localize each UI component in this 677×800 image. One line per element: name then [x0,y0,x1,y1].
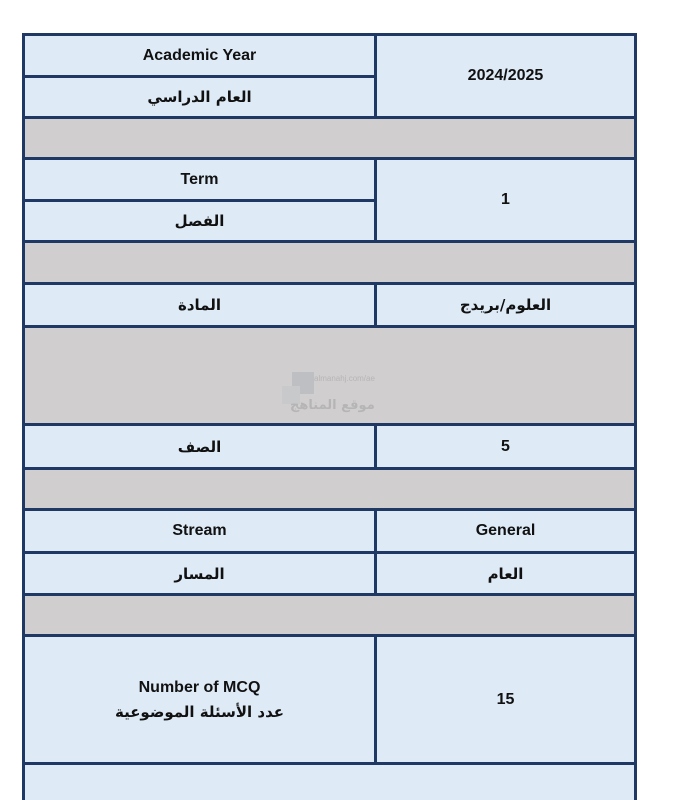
mcq-label-en: Number of MCQ [138,678,261,696]
watermark-url: almanahj.com/ae [314,374,375,383]
academic-year-label-en-text: Academic Year [142,46,257,64]
mcq-label [25,637,374,762]
separator-row-5 [25,596,634,634]
term-label-en [25,160,374,199]
separator-row-4 [25,470,634,508]
term-label-ar-text: الفصل [174,212,225,230]
bottom-empty-row [25,765,634,800]
academic-year-label-en [25,36,374,75]
subject-value [377,285,634,325]
stream-label-en [25,511,374,551]
stream-label-en-text: Stream [172,522,227,539]
mcq-value-text: 15 [496,690,515,708]
grade-label-text: الصف [177,437,222,456]
grade-value [377,426,634,467]
mcq-value [377,637,634,762]
grade-label [25,426,374,467]
stream-value-ar-text: العام [487,564,524,583]
stream-value-ar [377,554,634,593]
separator-row-2 [25,243,634,282]
stream-value-en-text: General [475,522,536,539]
term-label-en-text: Term [180,170,219,188]
stream-value-en [377,511,634,551]
academic-year-label-ar-text: العام الدراسي [147,88,252,106]
term-value [377,160,634,240]
grade-value-text: 5 [501,437,510,455]
mcq-label-ar: عدد الأسئلة الموضوعية [114,702,285,721]
watermark-name: موقع المناهج [290,398,375,413]
stream-label-ar-text: المسار [174,564,225,583]
academic-year-value [377,36,634,116]
subject-label-text: المادة [178,296,222,314]
exam-info-table [22,33,637,800]
subject-value-text: العلوم/بريدج [459,296,552,314]
academic-year-value-text: 2024/2025 [467,67,544,84]
term-label-ar [25,202,374,240]
separator-row-3 [25,328,634,423]
separator-row-1 [25,119,634,157]
subject-label [25,285,374,325]
academic-year-label-ar [25,78,374,116]
term-value-text: 1 [501,191,510,208]
stream-label-ar [25,554,374,593]
